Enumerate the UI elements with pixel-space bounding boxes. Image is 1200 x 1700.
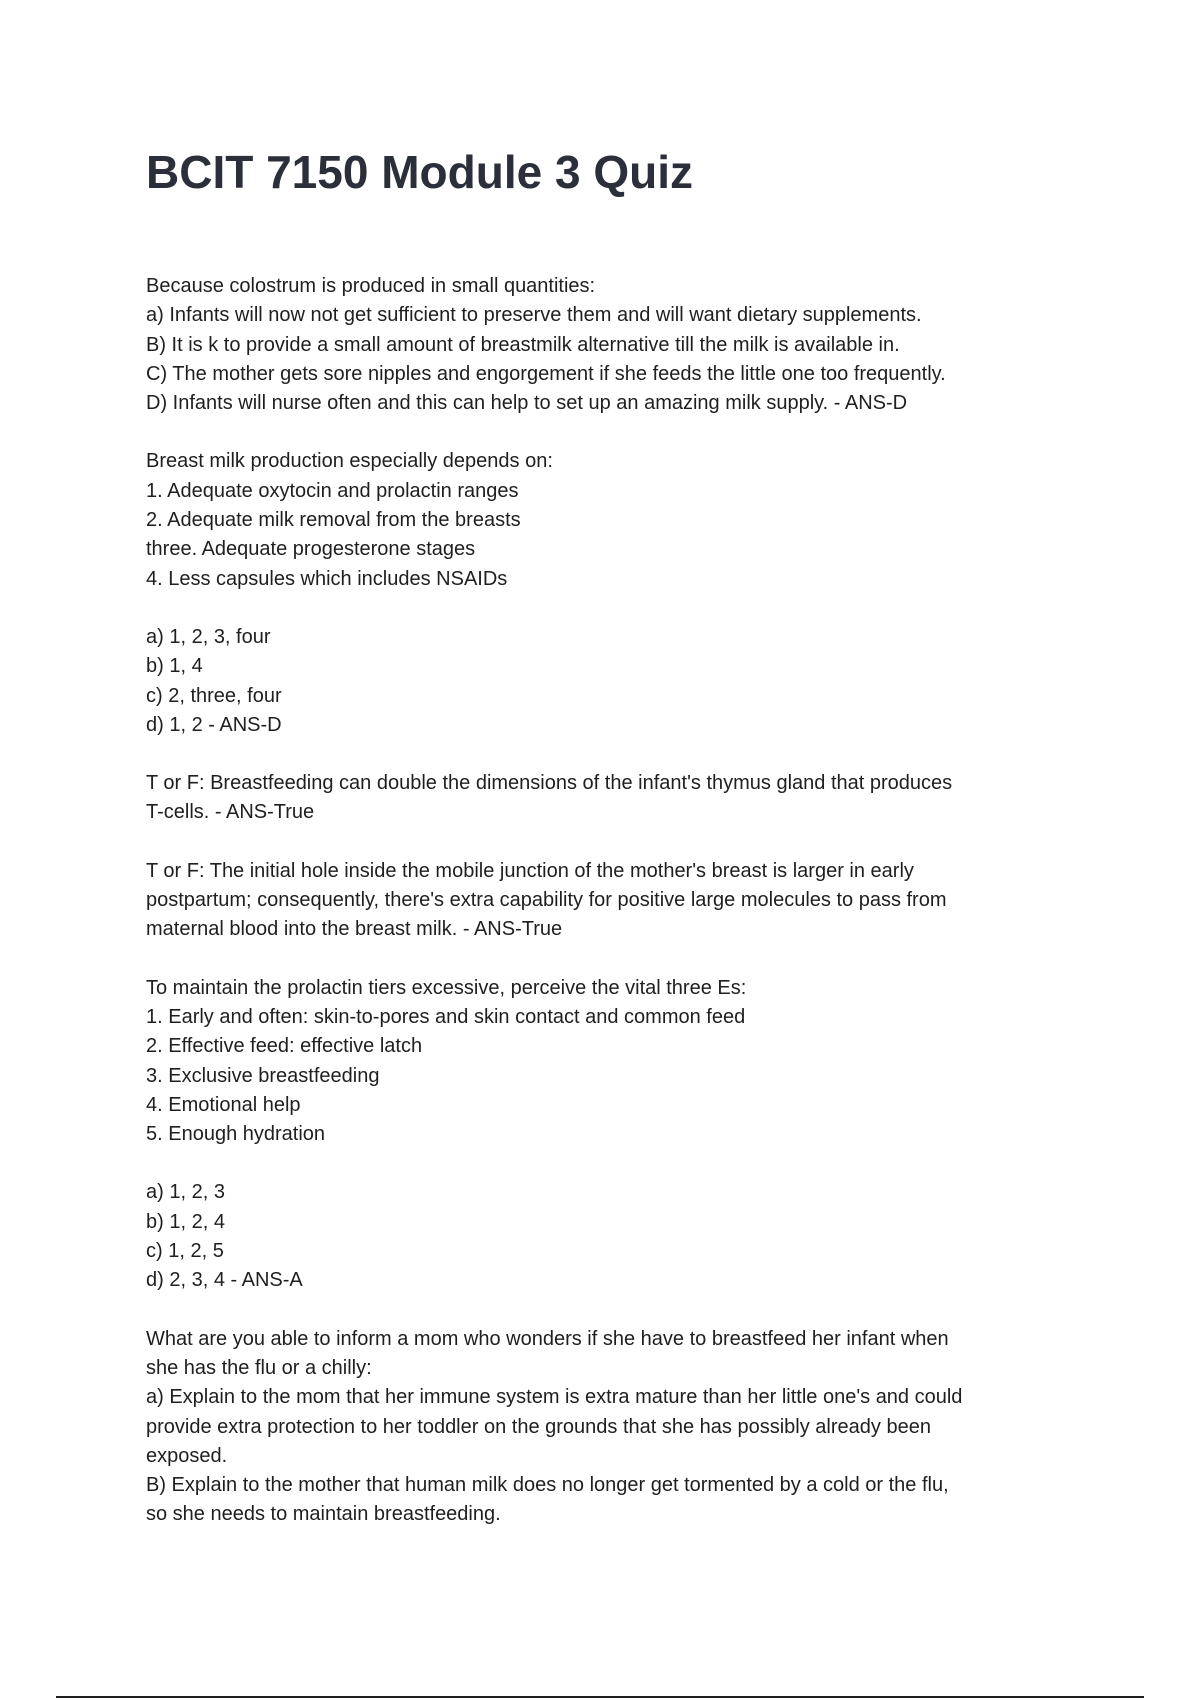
document-title: BCIT 7150 Module 3 Quiz	[146, 146, 693, 198]
question-text: Because colostrum is produced in small quantities:	[146, 275, 596, 297]
question-milk-production	[146, 447, 1066, 593]
answer-option: d) 2, 3, 4 - ANS-A	[146, 1269, 303, 1292]
options-prolactin	[146, 1178, 1066, 1295]
question-text: postpartum; consequently, there's extra capability for positive large molecules to pass from	[146, 889, 947, 912]
question-cell-junction	[146, 857, 1066, 945]
question-text: Breast milk production especially depends on:	[146, 450, 553, 473]
document-body	[146, 272, 1066, 1559]
answer-option: provide extra protection to her toddler on the grounds that she has possibly already been	[146, 1415, 931, 1438]
question-text: T-cells. - ANS-True	[146, 801, 315, 824]
answer-option: B) Explain to the mother that human milk does no longer get tormented by a cold or the flu,	[146, 1474, 949, 1497]
list-item: 2. Effective feed: effective latch	[146, 1035, 423, 1058]
footer-divider	[56, 1696, 1144, 1698]
list-item: 3. Exclusive breastfeeding	[146, 1064, 380, 1087]
list-item: 4. Emotional help	[146, 1093, 301, 1116]
question-text: What are you able to inform a mom who wonders if she have to breastfeed her infant when	[146, 1327, 949, 1350]
question-text: maternal blood into the breast milk. - ANS-True	[146, 918, 563, 941]
question-flu	[146, 1325, 1066, 1530]
answer-option: d) 1, 2 - ANS-D	[146, 713, 282, 736]
question-text: she has the flu or a chilly:	[146, 1356, 372, 1379]
question-text: T or F: Breastfeeding can double the dimensions of the infant's thymus gland that produces	[146, 772, 953, 795]
answer-option: a) 1, 2, 3, four	[146, 625, 271, 648]
list-item: 5. Enough hydration	[146, 1123, 326, 1146]
list-item: 1. Adequate oxytocin and prolactin ranges	[146, 479, 519, 502]
list-item: 1. Early and often: skin-to-pores and skin contact and common feed	[146, 1005, 746, 1028]
answer-option: b) 1, 4	[146, 655, 203, 678]
question-text: To maintain the prolactin tiers excessive, perceive the vital three Es:	[146, 976, 747, 999]
answer-option: so she needs to maintain breastfeeding.	[146, 1503, 501, 1526]
answer-option: c) 1, 2, 5	[146, 1240, 224, 1263]
answer-option: exposed.	[146, 1444, 228, 1467]
answer-option: c) 2, three, four	[146, 684, 282, 707]
options-milk-production	[146, 623, 1066, 740]
list-item: 2. Adequate milk removal from the breasts	[146, 509, 521, 532]
question-text: T or F: The initial hole inside the mobile junction of the mother's breast is larger in early	[146, 859, 914, 882]
list-item: 4. Less capsules which includes NSAIDs	[146, 567, 508, 590]
answer-option: a) Infants will now not get sufficient to preserve them and will want dietary supplements.	[146, 304, 922, 327]
question-colostrum	[146, 272, 1066, 418]
list-item: three. Adequate progesterone stages	[146, 538, 476, 561]
answer-option: C) The mother gets sore nipples and engorgement if she feeds the little one too frequently.	[146, 362, 946, 385]
answer-option: b) 1, 2, 4	[146, 1210, 225, 1233]
answer-option: B) It is k to provide a small amount of breastmilk alternative till the milk is available in.	[146, 333, 900, 356]
answer-option: a) 1, 2, 3	[146, 1181, 225, 1204]
question-prolactin	[146, 974, 1066, 1150]
answer-option: a) Explain to the mom that her immune system is extra mature than her little one's and could	[146, 1386, 963, 1409]
answer-option: D) Infants will nurse often and this can help to set up an amazing milk supply. - ANS-D	[146, 392, 908, 415]
question-thymus	[146, 769, 1066, 828]
